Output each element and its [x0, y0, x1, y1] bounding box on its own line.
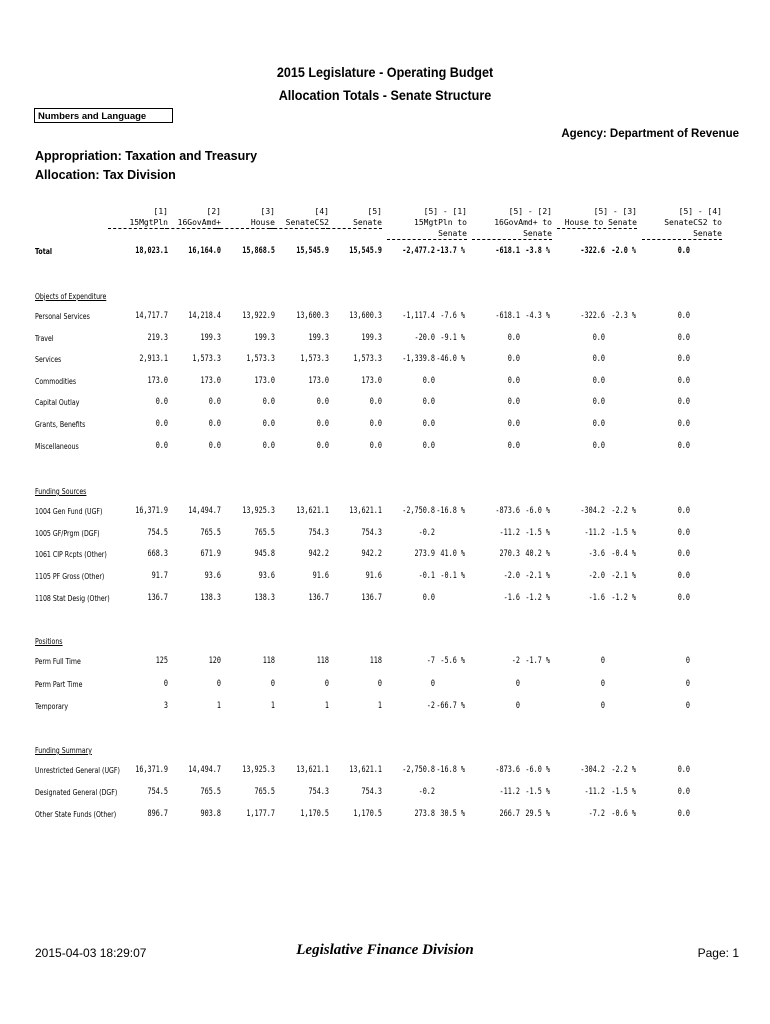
row-label: Capital Outlay	[35, 398, 80, 407]
table-cell: 942.2	[361, 549, 382, 559]
table-cell: 0.0	[677, 354, 690, 364]
table-cell: 138.3	[254, 593, 275, 603]
table-cell: 118	[262, 656, 275, 666]
column-name: House to Senate	[557, 217, 637, 229]
table-cell: -1.6	[588, 593, 605, 603]
table-cell: 0.0	[208, 397, 221, 407]
table-cell: -2,750.8	[402, 765, 435, 775]
table-cell: 0.0	[592, 397, 605, 407]
table-cell: -11.2	[499, 528, 520, 538]
table-cell: -0.2	[418, 528, 435, 538]
table-cell: -0.1 %	[440, 571, 465, 581]
table-cell: 0.0	[507, 376, 520, 386]
table-cell: -7.2	[588, 809, 605, 819]
table-cell: -16.8 %	[436, 765, 465, 775]
table-cell: -1,117.4	[402, 311, 435, 321]
table-cell: 15,868.5	[242, 246, 275, 256]
table-cell: 945.8	[254, 549, 275, 559]
table-cell: 0.0	[262, 419, 275, 429]
table-cell: -9.1 %	[440, 333, 465, 343]
table-cell: -873.6	[495, 765, 520, 775]
row-label: Services	[35, 355, 62, 364]
table-cell: 138.3	[200, 593, 221, 603]
table-cell: 0.0	[592, 354, 605, 364]
row-label: 1108 Stat Desig (Other)	[35, 594, 110, 603]
table-cell: 754.3	[308, 787, 329, 797]
table-cell: 1,573.3	[192, 354, 221, 364]
footer-date: 2015-04-03 18:29:07	[35, 946, 147, 960]
column-number: [5] - [2]	[508, 207, 552, 216]
column-name: SenateCS2	[269, 217, 329, 229]
table-cell: 671.9	[200, 549, 221, 559]
table-cell: 896.7	[147, 809, 168, 819]
table-cell: 0.0	[677, 376, 690, 386]
table-cell: 199.3	[200, 333, 221, 343]
table-cell: 0.0	[422, 441, 435, 451]
table-cell: 0.0	[262, 441, 275, 451]
table-cell: 0	[430, 679, 435, 689]
table-cell: 668.3	[147, 549, 168, 559]
table-cell: -2.0	[503, 571, 520, 581]
table-cell: 13,600.3	[296, 311, 329, 321]
table-cell: 2,913.1	[139, 354, 168, 364]
table-cell: -304.2	[580, 506, 605, 516]
table-cell: 0.0	[592, 376, 605, 386]
table-cell: 199.3	[254, 333, 275, 343]
table-cell: 0.0	[262, 397, 275, 407]
column-name: 15MgtPln to Senate	[387, 217, 467, 240]
row-label: 1105 PF Gross (Other)	[35, 572, 105, 581]
column-number: [5]	[367, 207, 382, 216]
row-label: Personal Services	[35, 312, 90, 321]
table-cell: 765.5	[200, 787, 221, 797]
table-cell: -2	[511, 656, 520, 666]
footer-division: Legislative Finance Division	[296, 942, 474, 958]
table-cell: 0.0	[677, 549, 690, 559]
table-cell: 199.3	[361, 333, 382, 343]
table-cell: 0	[515, 701, 520, 711]
table-cell: -2,477.2	[402, 246, 435, 256]
footer-page: Page: 1	[697, 946, 739, 960]
table-cell: 273.9	[414, 549, 435, 559]
table-cell: 91.6	[312, 571, 329, 581]
column-header	[108, 206, 168, 229]
column-name: 15MgtPln	[108, 217, 168, 229]
table-cell: -2.1 %	[611, 571, 636, 581]
table-cell: -2.0	[588, 571, 605, 581]
table-cell: -13.7 %	[436, 246, 465, 256]
table-cell: 0.0	[592, 441, 605, 451]
column-name: 16GovAmd+	[161, 217, 221, 229]
table-cell: 1	[270, 701, 275, 711]
table-cell: 1	[324, 701, 329, 711]
table-cell: -0.2	[418, 787, 435, 797]
table-cell: 0.0	[507, 419, 520, 429]
table-cell: 13,925.3	[242, 506, 275, 516]
table-cell: 754.5	[147, 787, 168, 797]
column-number: [2]	[206, 207, 221, 216]
column-header	[215, 206, 275, 229]
table-cell: 0.0	[677, 397, 690, 407]
table-cell: 0.0	[316, 397, 329, 407]
table-cell: 0	[324, 679, 329, 689]
row-label: Other State Funds (Other)	[35, 810, 117, 819]
table-cell: -618.1	[495, 246, 520, 256]
table-cell: 0.0	[422, 376, 435, 386]
table-cell: 0.0	[369, 397, 382, 407]
table-cell: 0.0	[592, 333, 605, 343]
table-cell: 0.0	[677, 765, 690, 775]
table-cell: 41.0 %	[440, 549, 465, 559]
table-cell: 765.5	[200, 528, 221, 538]
row-label: 1061 CIP Rcpts (Other)	[35, 550, 107, 559]
column-header	[387, 206, 467, 240]
table-cell: -1.5 %	[611, 787, 636, 797]
table-cell: -1.2 %	[525, 593, 550, 603]
table-cell: 765.5	[254, 528, 275, 538]
table-cell: 173.0	[361, 376, 382, 386]
table-cell: 125	[155, 656, 168, 666]
table-cell: 15,545.9	[349, 246, 382, 256]
table-cell: 0.0	[507, 354, 520, 364]
table-cell: 0	[163, 679, 168, 689]
table-cell: 0.0	[422, 419, 435, 429]
table-cell: -1.7 %	[525, 656, 550, 666]
table-cell: 199.3	[308, 333, 329, 343]
column-number: [3]	[260, 207, 275, 216]
table-cell: -0.6 %	[611, 809, 636, 819]
table-cell: 118	[316, 656, 329, 666]
table-cell: 14,218.4	[188, 311, 221, 321]
table-cell: 93.6	[204, 571, 221, 581]
table-cell: 0.0	[316, 419, 329, 429]
column-name: Senate	[322, 217, 382, 229]
table-cell: -11.2	[584, 528, 605, 538]
row-label: Designated General (DGF)	[35, 788, 118, 797]
row-label: Unrestricted General (UGF)	[35, 766, 120, 775]
table-cell: 1,573.3	[353, 354, 382, 364]
table-cell: 0.0	[677, 441, 690, 451]
table-cell: 136.7	[308, 593, 329, 603]
column-header	[472, 206, 552, 240]
report-title: 2015 Legislature - Operating Budget	[276, 64, 494, 80]
column-name: 16GovAmd+ to Senate	[472, 217, 552, 240]
table-cell: 0.0	[422, 397, 435, 407]
table-cell: -322.6	[580, 246, 605, 256]
table-cell: 1,170.5	[300, 809, 329, 819]
table-cell: 0.0	[507, 397, 520, 407]
table-cell: 0	[685, 656, 690, 666]
section-heading: Funding Summary	[35, 746, 92, 755]
table-cell: 13,621.1	[349, 765, 382, 775]
table-cell: -7	[426, 656, 435, 666]
table-cell: -11.2	[499, 787, 520, 797]
column-number: [5] - [1]	[423, 207, 467, 216]
table-cell: 0.0	[677, 593, 690, 603]
column-number: [5] - [3]	[593, 207, 637, 216]
row-label: Temporary	[35, 702, 69, 711]
table-cell: 754.3	[308, 528, 329, 538]
table-cell: 0.0	[316, 441, 329, 451]
table-cell: 0.0	[677, 809, 690, 819]
table-cell: -1.2 %	[611, 593, 636, 603]
row-label: Perm Full Time	[35, 657, 81, 666]
table-cell: 0.0	[677, 528, 690, 538]
table-cell: 1,170.5	[353, 809, 382, 819]
table-cell: 0.0	[592, 419, 605, 429]
table-cell: 91.6	[365, 571, 382, 581]
table-cell: -2.3 %	[611, 311, 636, 321]
table-cell: 16,371.9	[135, 765, 168, 775]
table-cell: 30.5 %	[440, 809, 465, 819]
table-cell: 136.7	[361, 593, 382, 603]
table-cell: -304.2	[580, 765, 605, 775]
column-number: [1]	[153, 207, 168, 216]
column-header	[642, 206, 722, 240]
table-cell: 0.0	[677, 419, 690, 429]
table-cell: 266.7	[499, 809, 520, 819]
section-heading: Objects of Expenditure	[35, 292, 107, 301]
table-cell: -6.0 %	[525, 506, 550, 516]
table-cell: 118	[369, 656, 382, 666]
table-cell: -322.6	[580, 311, 605, 321]
table-cell: 0	[685, 679, 690, 689]
row-label: Miscellaneous	[35, 442, 79, 451]
table-cell: 0.0	[369, 441, 382, 451]
table-cell: 15,545.9	[296, 246, 329, 256]
column-number: [4]	[314, 207, 329, 216]
table-cell: 14,494.7	[188, 765, 221, 775]
table-cell: -16.8 %	[436, 506, 465, 516]
agency-label: Agency: Department of Revenue	[561, 128, 739, 140]
table-cell: 0.0	[507, 333, 520, 343]
table-cell: 0.0	[677, 333, 690, 343]
table-cell: 1	[216, 701, 221, 711]
table-cell: 173.0	[254, 376, 275, 386]
row-label: Commodities	[35, 377, 77, 386]
table-cell: -6.0 %	[525, 765, 550, 775]
table-cell: -7.6 %	[440, 311, 465, 321]
section-heading: Positions	[35, 637, 63, 646]
row-label: 1004 Gen Fund (UGF)	[35, 507, 103, 516]
column-name: House	[215, 217, 275, 229]
table-cell: -2,750.8	[402, 506, 435, 516]
table-cell: -11.2	[584, 787, 605, 797]
table-cell: 0.0	[155, 397, 168, 407]
table-cell: 0.0	[677, 246, 690, 256]
table-cell: 40.2 %	[525, 549, 550, 559]
table-cell: -2.2 %	[611, 506, 636, 516]
table-cell: -20.0	[414, 333, 435, 343]
table-cell: 942.2	[308, 549, 329, 559]
table-cell: 1,177.7	[246, 809, 275, 819]
table-cell: 14,494.7	[188, 506, 221, 516]
table-cell: 13,922.9	[242, 311, 275, 321]
column-header	[322, 206, 382, 229]
table-cell: 0.0	[155, 441, 168, 451]
table-cell: 13,621.1	[349, 506, 382, 516]
row-label: Grants, Benefits	[35, 420, 86, 429]
table-cell: 754.3	[361, 787, 382, 797]
appropriation-label: Appropriation: Taxation and Treasury	[35, 149, 258, 163]
column-name: SenateCS2 to Senate	[642, 217, 722, 240]
table-cell: 765.5	[254, 787, 275, 797]
table-cell: -0.1	[418, 571, 435, 581]
table-cell: -1.5 %	[525, 787, 550, 797]
table-cell: -2	[426, 701, 435, 711]
table-cell: 0.0	[677, 787, 690, 797]
table-cell: -3.8 %	[525, 246, 550, 256]
numbers-language-box: Numbers and Language	[34, 108, 173, 123]
table-cell: 16,164.0	[188, 246, 221, 256]
row-label: Perm Part Time	[35, 680, 83, 689]
table-cell: 14,717.7	[135, 311, 168, 321]
table-cell: 270.3	[499, 549, 520, 559]
table-cell: -2.2 %	[611, 765, 636, 775]
table-cell: 1,573.3	[300, 354, 329, 364]
table-cell: 18,023.1	[135, 246, 168, 256]
table-cell: 91.7	[151, 571, 168, 581]
table-cell: 0.0	[677, 311, 690, 321]
table-cell: 13,925.3	[242, 765, 275, 775]
table-cell: -66.7 %	[436, 701, 465, 711]
table-cell: 0.0	[677, 506, 690, 516]
column-header	[269, 206, 329, 229]
column-header	[161, 206, 221, 229]
table-cell: 173.0	[147, 376, 168, 386]
table-cell: 0	[515, 679, 520, 689]
table-cell: 93.6	[258, 571, 275, 581]
table-cell: 13,621.1	[296, 506, 329, 516]
table-cell: 173.0	[308, 376, 329, 386]
table-cell: 13,600.3	[349, 311, 382, 321]
table-cell: 0	[600, 679, 605, 689]
table-cell: 754.5	[147, 528, 168, 538]
row-label: Total	[35, 247, 53, 256]
table-cell: 0.0	[208, 419, 221, 429]
table-cell: 0.0	[155, 419, 168, 429]
table-cell: -1.5 %	[611, 528, 636, 538]
table-cell: 29.5 %	[525, 809, 550, 819]
table-cell: 0.0	[422, 593, 435, 603]
table-cell: -4.3 %	[525, 311, 550, 321]
table-cell: 3	[163, 701, 168, 711]
table-cell: -3.6	[588, 549, 605, 559]
table-cell: 0	[685, 701, 690, 711]
table-cell: 16,371.9	[135, 506, 168, 516]
table-cell: -1,339.8	[402, 354, 435, 364]
table-cell: 136.7	[147, 593, 168, 603]
table-cell: -1.5 %	[525, 528, 550, 538]
table-cell: 0.0	[208, 441, 221, 451]
table-cell: -2.1 %	[525, 571, 550, 581]
table-cell: 0	[600, 701, 605, 711]
table-cell: 1,573.3	[246, 354, 275, 364]
allocation-label: Allocation: Tax Division	[35, 168, 176, 182]
table-cell: -5.6 %	[440, 656, 465, 666]
table-cell: 754.3	[361, 528, 382, 538]
table-cell: -2.0 %	[611, 246, 636, 256]
table-cell: -873.6	[495, 506, 520, 516]
table-cell: -46.0 %	[436, 354, 465, 364]
table-cell: 0	[216, 679, 221, 689]
table-cell: 903.8	[200, 809, 221, 819]
table-cell: -0.4 %	[611, 549, 636, 559]
table-cell: 13,621.1	[296, 765, 329, 775]
table-cell: 273.8	[414, 809, 435, 819]
table-cell: -618.1	[495, 311, 520, 321]
column-number: [5] - [4]	[678, 207, 722, 216]
table-cell: 0	[600, 656, 605, 666]
table-cell: 173.0	[200, 376, 221, 386]
table-cell: 0	[270, 679, 275, 689]
section-heading: Funding Sources	[35, 487, 87, 496]
row-label: Travel	[35, 334, 54, 343]
table-cell: 120	[208, 656, 221, 666]
table-cell: 0	[377, 679, 382, 689]
table-cell: 0.0	[507, 441, 520, 451]
table-cell: -1.6	[503, 593, 520, 603]
report-subtitle: Allocation Totals - Senate Structure	[278, 87, 492, 103]
table-cell: 0.0	[369, 419, 382, 429]
row-label: 1005 GF/Prgm (DGF)	[35, 529, 100, 538]
table-cell: 0.0	[677, 571, 690, 581]
table-cell: 1	[377, 701, 382, 711]
column-header	[557, 206, 637, 229]
table-cell: 219.3	[147, 333, 168, 343]
